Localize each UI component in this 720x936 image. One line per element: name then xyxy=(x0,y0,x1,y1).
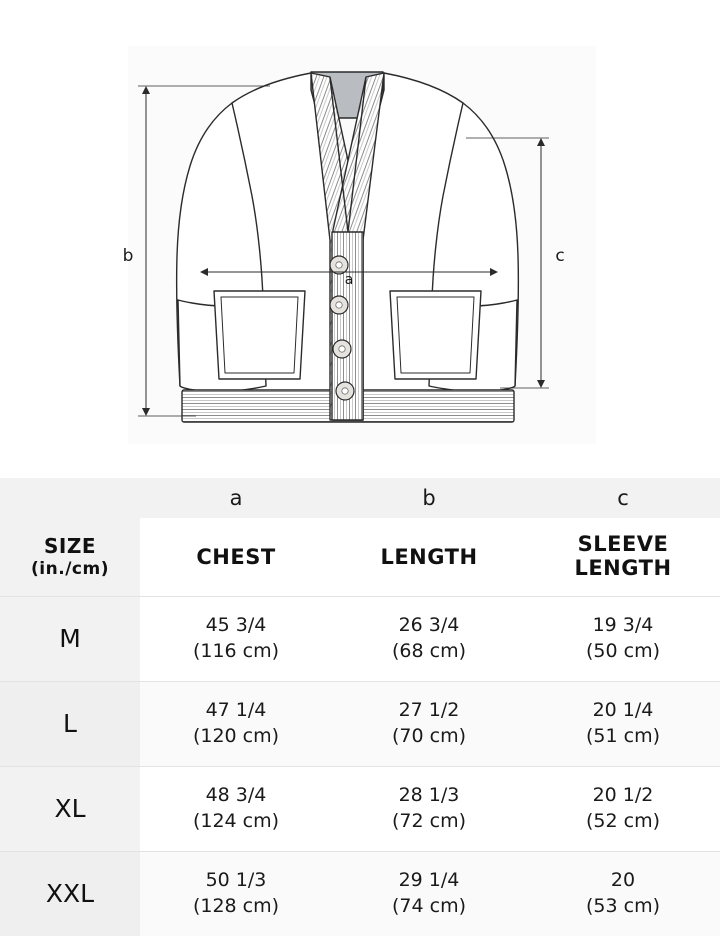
row-size-m: M xyxy=(0,597,140,682)
button-4-hole xyxy=(342,388,348,394)
letter-cell-c: c xyxy=(526,478,720,518)
cell-length-m xyxy=(332,597,526,682)
table-row xyxy=(0,852,720,936)
header-size xyxy=(0,518,140,597)
cell-sleeve-m-in: 19 3/4 xyxy=(526,613,720,639)
cell-sleeve-xl xyxy=(526,767,720,852)
cell-sleeve-xxl xyxy=(526,852,720,936)
table-row xyxy=(0,597,720,682)
letter-cell-b: b xyxy=(332,478,526,518)
cell-chest-m xyxy=(140,597,332,682)
cell-chest-l xyxy=(140,682,332,767)
cell-length-m-in: 26 3/4 xyxy=(332,613,526,639)
cell-chest-xl-cm: (124 cm) xyxy=(140,809,332,835)
size-chart-table xyxy=(0,478,720,936)
cell-chest-xxl-cm: (128 cm) xyxy=(140,894,332,920)
button-3-hole xyxy=(339,346,345,352)
guide-label-c: c xyxy=(555,246,564,266)
cell-length-l-in: 27 1/2 xyxy=(332,698,526,724)
guide-label-b: b xyxy=(123,246,134,266)
header-sleeve-line2: LENGTH xyxy=(574,556,671,580)
header-chest: CHEST xyxy=(140,518,332,597)
row-size-l: L xyxy=(0,682,140,767)
cell-chest-m-cm: (116 cm) xyxy=(140,639,332,665)
cell-sleeve-m xyxy=(526,597,720,682)
table-header-row xyxy=(0,518,720,597)
cell-sleeve-l-in: 20 1/4 xyxy=(526,698,720,724)
cell-sleeve-xl-cm: (52 cm) xyxy=(526,809,720,835)
header-length: LENGTH xyxy=(332,518,526,597)
guide-label-a: a xyxy=(345,272,354,288)
pocket-right xyxy=(390,291,481,379)
row-size-xxl: XXL xyxy=(0,852,140,936)
cell-chest-xl-in: 48 3/4 xyxy=(140,783,332,809)
header-size-units: (in./cm) xyxy=(0,559,140,580)
header-sleeve-line1: SLEEVE xyxy=(578,532,669,556)
table-row xyxy=(0,767,720,852)
cell-length-xl-cm: (72 cm) xyxy=(332,809,526,835)
cell-chest-xl xyxy=(140,767,332,852)
table-row xyxy=(0,682,720,767)
cell-sleeve-l-cm: (51 cm) xyxy=(526,724,720,750)
cell-chest-xxl xyxy=(140,852,332,936)
row-size-xl: XL xyxy=(0,767,140,852)
cell-length-l xyxy=(332,682,526,767)
header-sleeve-length xyxy=(526,518,720,597)
cell-length-xxl-in: 29 1/4 xyxy=(332,868,526,894)
table-letter-row xyxy=(0,478,720,518)
cell-length-xxl-cm: (74 cm) xyxy=(332,894,526,920)
cell-chest-m-in: 45 3/4 xyxy=(140,613,332,639)
cell-length-xxl xyxy=(332,852,526,936)
cell-sleeve-m-cm: (50 cm) xyxy=(526,639,720,665)
cell-sleeve-xl-in: 20 1/2 xyxy=(526,783,720,809)
cell-chest-xxl-in: 50 1/3 xyxy=(140,868,332,894)
letter-cell-blank xyxy=(0,478,140,518)
cell-length-xl-in: 28 1/3 xyxy=(332,783,526,809)
button-1-hole xyxy=(336,262,342,268)
cell-length-xl xyxy=(332,767,526,852)
cell-sleeve-l xyxy=(526,682,720,767)
cell-sleeve-xxl-in: 20 xyxy=(526,868,720,894)
button-2-hole xyxy=(336,302,342,308)
header-size-label: SIZE xyxy=(44,534,96,558)
cell-sleeve-xxl-cm: (53 cm) xyxy=(526,894,720,920)
pocket-left xyxy=(214,291,305,379)
cell-length-l-cm: (70 cm) xyxy=(332,724,526,750)
cell-chest-l-cm: (120 cm) xyxy=(140,724,332,750)
cell-chest-l-in: 47 1/4 xyxy=(140,698,332,724)
letter-cell-a: a xyxy=(140,478,332,518)
cell-length-m-cm: (68 cm) xyxy=(332,639,526,665)
